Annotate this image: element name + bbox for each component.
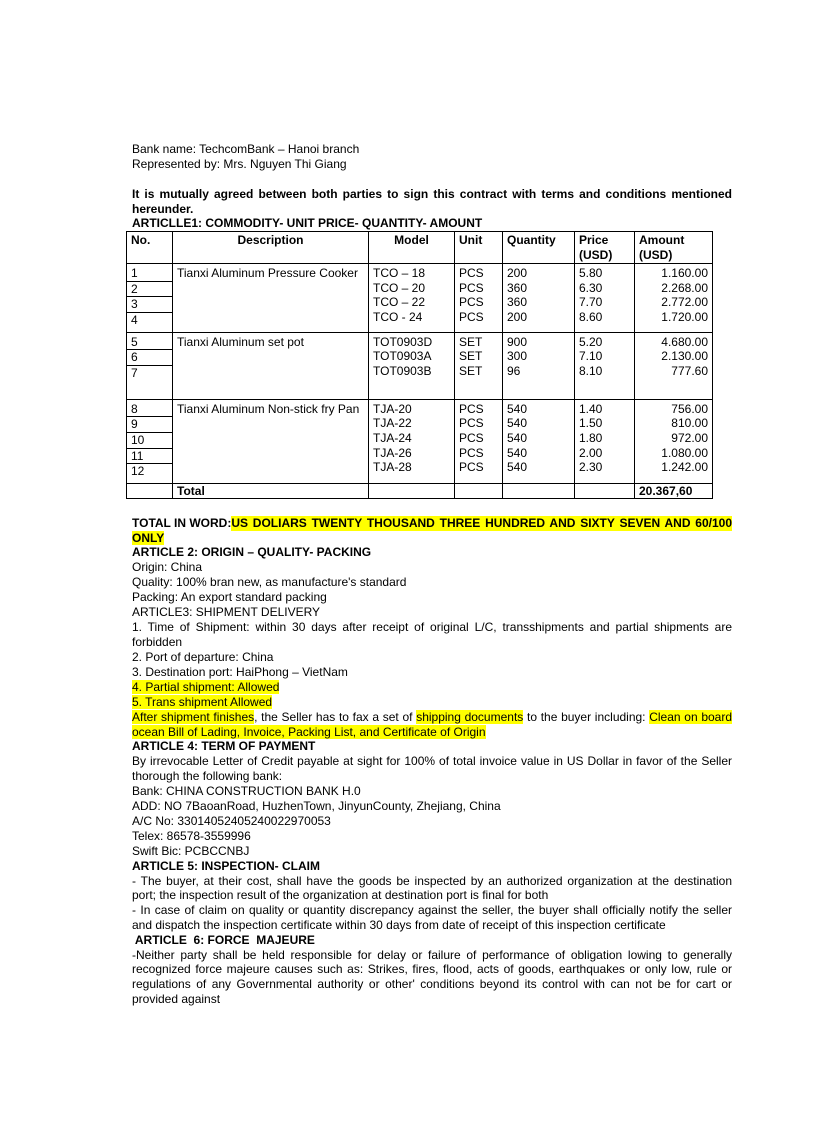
price-cell: 5.80 6.30 7.70 8.60	[575, 263, 635, 332]
total-in-word	[132, 516, 732, 545]
shipment-item-1: 1. Time of Shipment: within 30 days after receipt of original L/C, transshipments and partial shipments are forbidden	[132, 620, 732, 650]
no-cell: 1 2 3 4	[127, 263, 173, 332]
col-model-header: Model	[369, 232, 455, 263]
total-empty-cell	[369, 484, 455, 499]
model-cell: TOT0903D TOT0903A TOT0903B	[369, 332, 455, 399]
amount-cell: 1.160.00 2.268.00 2.772.00 1.720.00	[635, 263, 713, 332]
total-in-word-value-end: ONLY	[132, 530, 165, 545]
force-majeure-paragraph: -Neither party shall be held responsible for delay or failure of performance of obligation lowing to generally recognized force majeure causes such as: Strikes, fires, flood, acts of goods, earthquakes or only low, rule or regulations of any Governmental authority or other' conditions beyond its control with can not be for cart or provided against	[132, 947, 732, 1006]
total-empty-cell	[575, 484, 635, 499]
shipping-documents-paragraph: After shipment finishes, the Seller has to fax a set of shipping documents to the buyer including: Clean on board ocean Bill of Lading, Invoice, Packing List, and Certificate of Origin	[132, 709, 733, 739]
model-cell: TJA-20 TJA-22 TJA-24 TJA-26 TJA-28	[369, 399, 455, 483]
table-row	[127, 399, 713, 483]
description-cell: Tianxi Aluminum Non-stick fry Pan	[173, 399, 369, 483]
swift-line: Swift Bic: PCBCCNBJ	[132, 843, 250, 858]
col-amount-header: Amount (USD)	[635, 232, 713, 263]
quality-line: Quality: 100% bran new, as manufacture's standard	[132, 575, 407, 590]
shipment-item-2: 2. Port of departure: China	[132, 649, 274, 664]
quantity-cell: 200 360 360 200	[503, 263, 575, 332]
origin-line: Origin: China	[132, 560, 203, 575]
unit-cell: SET SET SET	[455, 332, 503, 399]
table-row	[127, 332, 713, 399]
table-row	[127, 263, 713, 332]
article4-title: ARTICLE 4: TERM OF PAYMENT	[132, 739, 316, 754]
shipment-item-3: 3. Destination port: HaiPhong – VietNam	[132, 664, 348, 679]
quantity-cell: 540 540 540 540 540	[503, 399, 575, 483]
article3-title: ARTICLE3: SHIPMENT DELIVERY	[132, 605, 321, 620]
col-description-header: Description	[173, 232, 369, 263]
total-in-word-value: US DOLIARS TWENTY THOUSAND THREE HUNDRED AND SIXTY SEVEN AND 60/100	[231, 516, 732, 531]
inspection-paragraph-2: - In case of claim on quality or quantity discrepancy against the seller, the buyer shall officially notify the seller and dispatch the inspection certificate within 30 days from date of receipt of this inspection certificate	[132, 903, 732, 932]
shipment-item-5: 5. Trans shipment Allowed	[132, 694, 273, 709]
price-cell: 1.40 1.50 1.80 2.00 2.30	[575, 399, 635, 483]
shipment-item-4: 4. Partial shipment: Allowed	[132, 679, 280, 694]
contract-page	[132, 142, 732, 1006]
article6-title: ARTICLE 6: FORCE MAJEURE	[132, 932, 315, 947]
model-cell: TCO – 18 TCO – 20 TCO – 22 TCO - 24	[369, 263, 455, 332]
col-price-header: Price (USD)	[575, 232, 635, 263]
unit-cell: PCS PCS PCS PCS PCS	[455, 399, 503, 483]
packing-line: Packing: An export standard packing	[132, 590, 327, 605]
bank-line: Bank: CHINA CONSTRUCTION BANK H.0	[132, 783, 361, 798]
quantity-cell: 900 300 96	[503, 332, 575, 399]
bank-address-line: ADD: NO 7BaoanRoad, HuzhenTown, JinyunCounty, Zhejiang, China	[132, 798, 501, 813]
article5-title: ARTICLE 5: INSPECTION- CLAIM	[132, 858, 320, 873]
total-amount: 20.367,60	[635, 484, 713, 499]
no-cell: 5 6 7	[127, 332, 173, 399]
intro-paragraph: It is mutually agreed between both parties to sign this contract with terms and conditions mentioned hereunder.	[132, 187, 732, 216]
payment-paragraph: By irrevocable Letter of Credit payable at sight for 100% of total invoice value in US Dollar in favor of the Seller thorough the following bank:	[132, 754, 732, 783]
amount-cell: 4.680.00 2.130.00 777.60	[635, 332, 713, 399]
price-cell: 5.20 7.10 8.10	[575, 332, 635, 399]
table-header-row	[127, 232, 713, 263]
total-label: Total	[173, 484, 369, 499]
no-cell: 8 9 10 11 12	[127, 399, 173, 483]
total-empty-cell	[455, 484, 503, 499]
col-unit-header: Unit	[455, 232, 503, 263]
total-empty-cell	[503, 484, 575, 499]
bank-name-line: Bank name: TechcomBank – Hanoi branch	[132, 142, 360, 156]
col-quantity-header: Quantity	[503, 232, 575, 263]
inspection-paragraph-1: - The buyer, at their cost, shall have the goods be inspected by an authorized organization at the destination port; the inspection result of the organization at destination port is final for both	[132, 873, 732, 903]
total-row	[127, 484, 713, 499]
total-in-word-label: TOTAL IN WORD:	[132, 516, 232, 531]
total-empty-cell	[127, 484, 173, 499]
description-cell: Tianxi Aluminum set pot	[173, 332, 369, 399]
represented-by-line: Represented by: Mrs. Nguyen Thi Giang	[132, 157, 347, 171]
telex-line: Telex: 86578-3559996	[132, 828, 251, 843]
article1-title: ARTICLLE1: COMMODITY- UNIT PRICE- QUANTITY- AMOUNT	[132, 216, 483, 231]
unit-cell: PCS PCS PCS PCS	[455, 263, 503, 332]
amount-cell: 756.00 810.00 972.00 1.080.00 1.242.00	[635, 399, 713, 483]
col-no-header: No.	[127, 232, 173, 263]
description-cell: Tianxi Aluminum Pressure Cooker	[173, 263, 369, 332]
account-number-line: A/C No: 33014052405240022970053	[132, 813, 331, 828]
article2-title: ARTICLE 2: ORIGIN – QUALITY- PACKING	[132, 545, 372, 560]
commodity-table	[126, 231, 713, 499]
